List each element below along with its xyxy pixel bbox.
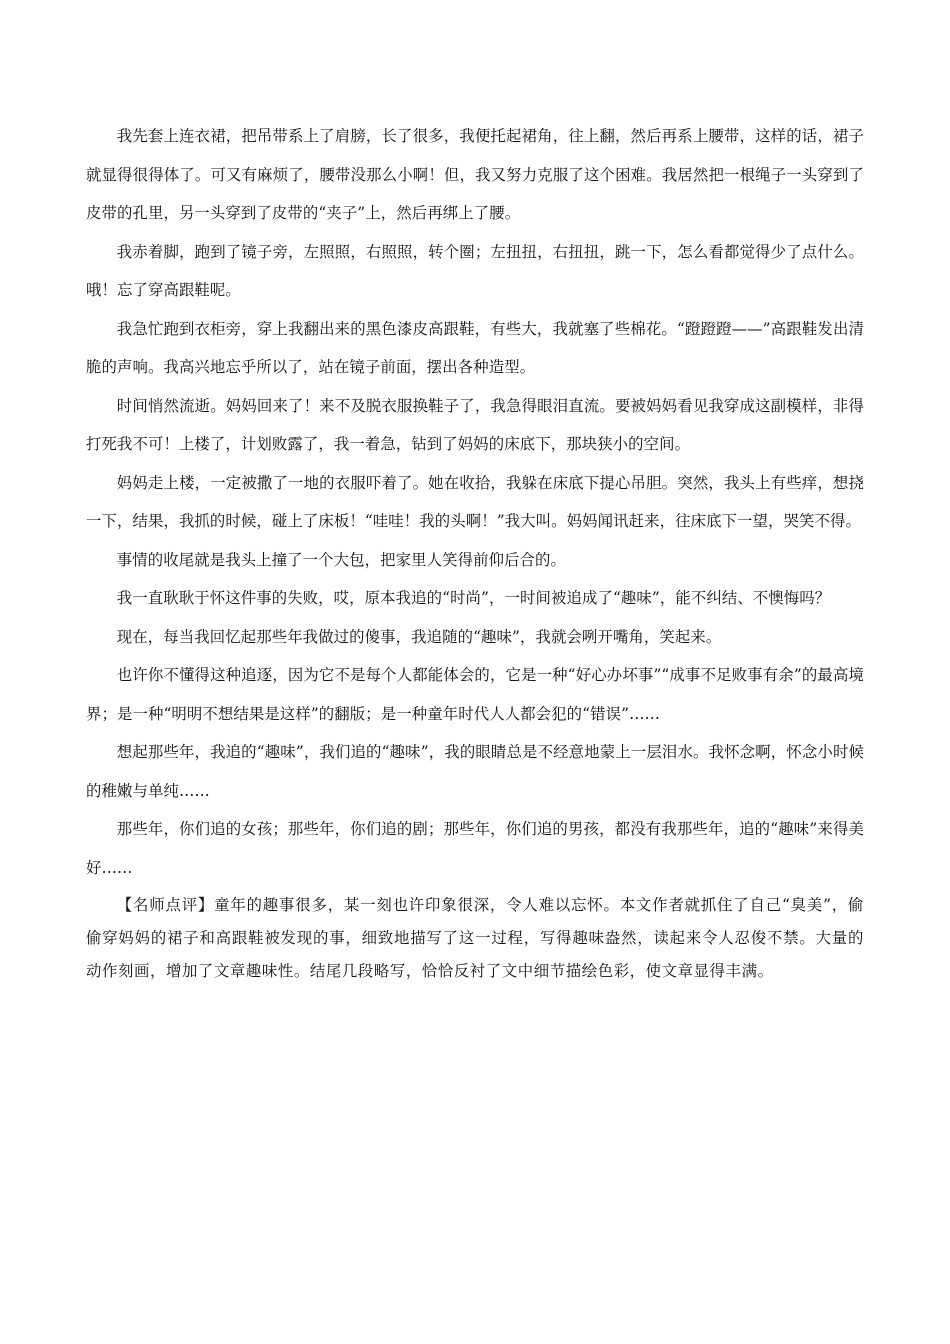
paragraph-1: 我先套上连衣裙，把吊带系上了肩膀，长了很多，我便托起裙角，往上翻，然后再系上腰带，这样的话，裙子就显得很得体了。可又有麻烦了，腰带没那么小啊！但，我又努力克服了这个困难。我居然把一根绳子一头穿到了皮带的孔里，另一头穿到了皮带的“夹子”上，然后再绑上了腰。	[86, 127, 864, 222]
teacher-comment: 【名师点评】童年的趣事很多，某一刻也许印象很深，令人难以忘怀。本文作者就抓住了自己“臭美”，偷偷穿妈妈的裙子和高跟鞋被发现的事，细致地描写了这一过程，写得趣味盎然，读起来令人忍俊不禁。大量的动作刻画，增加了文章趣味性。结尾几段略写，恰恰反衬了文中细节描绘色彩，使文章显得丰满。	[86, 896, 864, 980]
paragraph-7: 我一直耿耿于怀这件事的失败，哎，原本我追的“时尚”，一时间被追成了“趣味”，能不纠结、不懊悔吗？	[116, 589, 831, 607]
paragraph-3: 我急忙跑到衣柜旁，穿上我翻出来的黑色漆皮高跟鞋，有些大，我就塞了些棉花。“蹬蹬蹬——”高跟鞋发出清脆的声响。我高兴地忘乎所以了，站在镜子前面，摆出各种造型。	[86, 319, 864, 376]
paragraph-6: 事情的收尾就是我头上撞了一个大包，把家里人笑得前仰后合的。	[116, 550, 567, 569]
paragraph-4: 时间悄然流逝。妈妈回来了！来不及脱衣服换鞋子了，我急得眼泪直流。要被妈妈看见我穿成这副模样，非得打死我不可！上楼了，计划败露了，我一着急，钻到了妈妈的床底下，那块狭小的空间。	[86, 396, 864, 453]
paragraph-8: 现在，每当我回忆起那些年我做过的傻事，我追随的“趣味”，我就会咧开嘴角，笑起来。	[116, 627, 722, 646]
paragraph-5: 妈妈走上楼，一定被撒了一地的衣服吓着了。她在收拾，我躲在床底下提心吊胆。突然，我头上有些痒，想挠一下，结果，我抓的时候，碰上了床板！“哇哇！我的头啊！”我大叫。妈妈闻讯赶来，往床底下一望，哭笑不得。	[86, 473, 864, 530]
paragraph-10: 想起那些年，我追的“趣味”，我们追的“趣味”，我的眼睛总是不经意地蒙上一层泪水。我怀念啊，怀念小时候的稚嫩与单纯……	[86, 743, 864, 800]
essay-body	[86, 117, 864, 887]
paragraph-2: 我赤着脚，跑到了镜子旁，左照照，右照照，转个圈；左扭扭，右扭扭，跳一下，怎么看都觉得少了点什么。哦！忘了穿高跟鞋呢。	[86, 242, 864, 299]
paragraph-9: 也许你不懂得这种追逐，因为它不是每个人都能体会的，它是一种“好心办坏事”“成事不足败事有余”的最高境界；是一种“明明不想结果是这样”的翻版；是一种童年时代人人都会犯的“错误”……	[86, 666, 864, 723]
paragraph-11: 那些年，你们追的女孩；那些年，你们追的剧；那些年，你们追的男孩，都没有我那些年，追的“趣味”来得美好……	[86, 820, 864, 877]
